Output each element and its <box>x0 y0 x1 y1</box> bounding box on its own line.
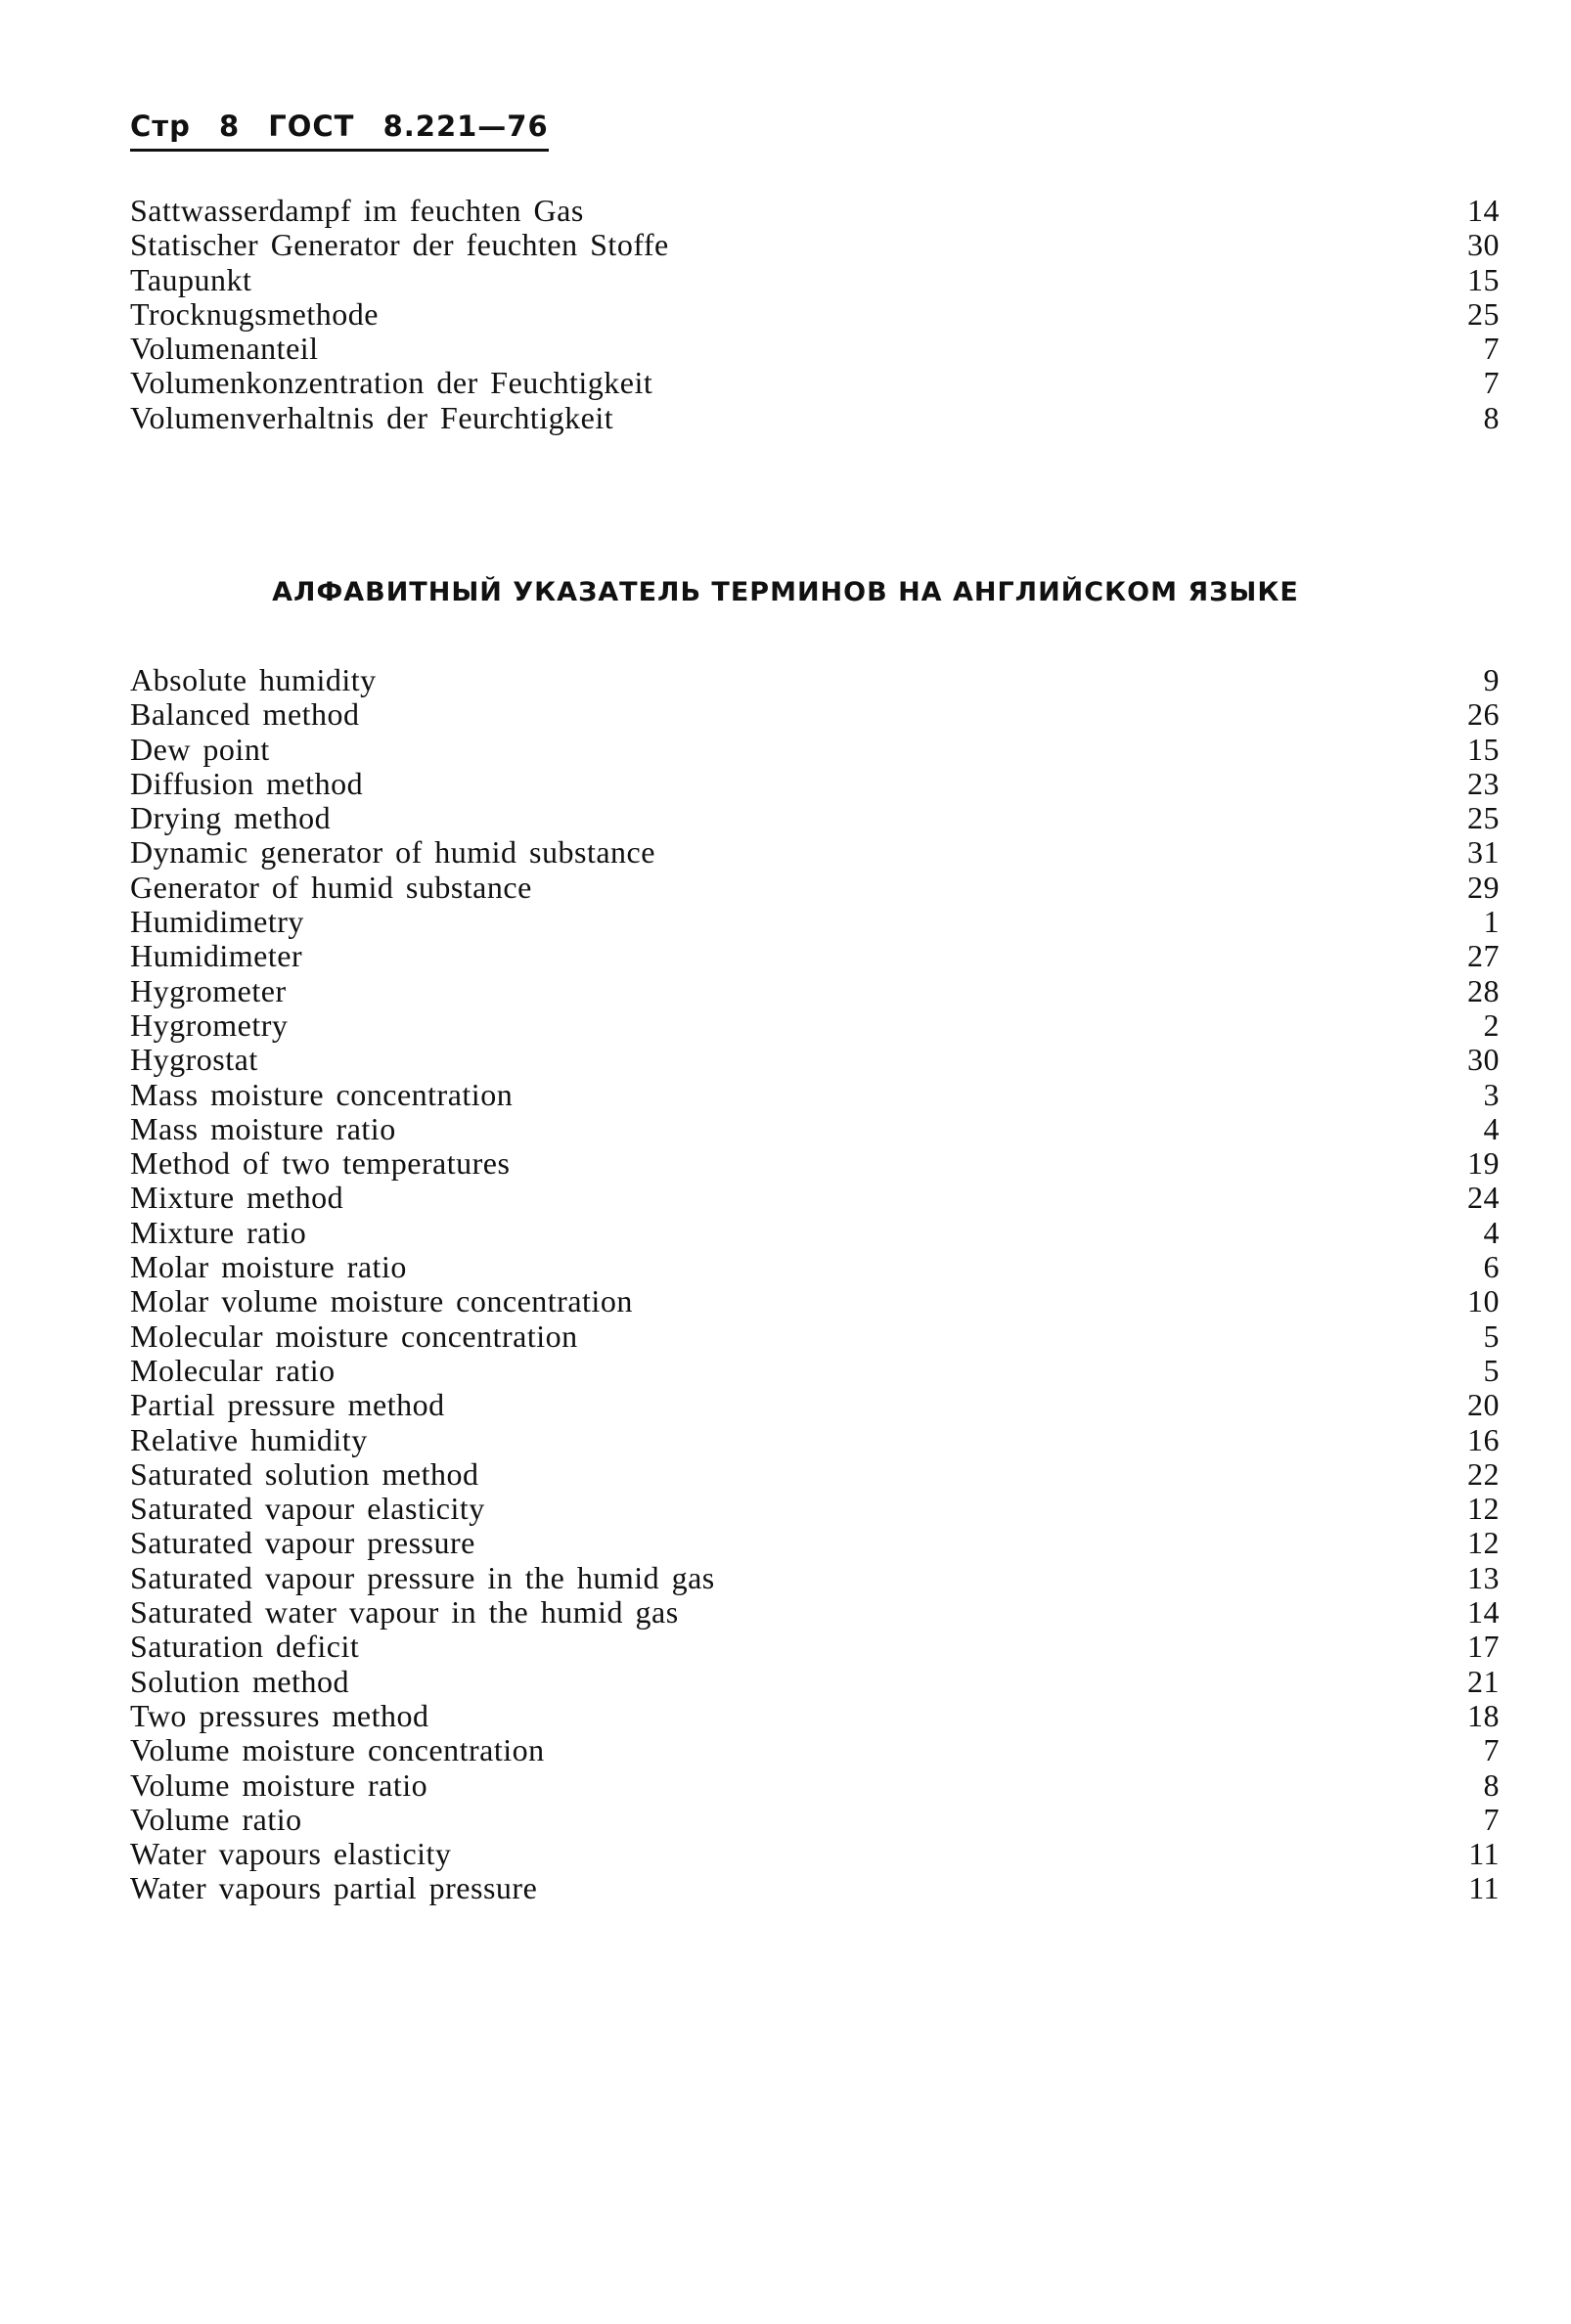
index-term: Molecular moisture concentration <box>130 1318 578 1354</box>
german-term-index <box>130 194 1500 435</box>
index-page-number: 6 <box>1483 1249 1500 1285</box>
english-index-heading: АЛФАВИТНЫЙ УКАЗАТЕЛЬ ТЕРМИНОВ НА АНГЛИЙСКОМ ЯЗЫКЕ <box>272 577 1299 607</box>
index-page-number: 5 <box>1483 1352 1500 1388</box>
index-entry <box>130 871 1500 905</box>
index-term: Trocknugsmethode <box>130 295 379 332</box>
index-term: Diffusion method <box>130 765 364 801</box>
index-page-number: 12 <box>1467 1491 1500 1527</box>
index-page-number: 18 <box>1467 1697 1500 1733</box>
index-page-number: 25 <box>1467 800 1500 836</box>
index-entry <box>130 1216 1500 1250</box>
index-page-number: 20 <box>1467 1387 1500 1423</box>
page-header <box>130 110 549 152</box>
index-entry <box>130 1665 1500 1699</box>
index-term: Method of two temperatures <box>130 1145 511 1182</box>
index-term: Volume moisture ratio <box>130 1766 428 1803</box>
index-entry <box>130 974 1500 1008</box>
index-term: Molar moisture ratio <box>130 1249 407 1285</box>
index-page-number: 8 <box>1483 1766 1500 1803</box>
index-term: Volumenanteil <box>130 331 319 367</box>
index-entry <box>130 801 1500 835</box>
index-term: Generator of humid substance <box>130 869 532 905</box>
index-entry <box>130 663 1500 697</box>
index-page-number: 29 <box>1467 869 1500 905</box>
index-term: Balanced method <box>130 696 360 733</box>
index-term: Drying method <box>130 800 332 836</box>
index-entry <box>130 1595 1500 1630</box>
index-term: Volumenverhaltnis der Feurchtigkeit <box>130 399 614 435</box>
index-entry <box>130 1803 1500 1837</box>
index-page-number: 12 <box>1467 1525 1500 1561</box>
index-term: Sattwasserdampf im feuchten Gas <box>130 193 584 228</box>
index-entry <box>130 1561 1500 1595</box>
index-term: Two pressures method <box>130 1697 429 1733</box>
index-page-number: 11 <box>1468 1870 1500 1906</box>
index-term: Volumenkonzentration der Feuchtigkeit <box>130 365 653 401</box>
index-page-number: 15 <box>1467 731 1500 767</box>
index-entry <box>130 1146 1500 1181</box>
index-term: Molecular ratio <box>130 1352 336 1388</box>
index-term: Water vapours partial pressure <box>130 1870 538 1906</box>
index-entry <box>130 1457 1500 1492</box>
index-term: Hygrometry <box>130 1006 289 1043</box>
standard-label: ГОСТ <box>268 110 355 143</box>
index-entry <box>130 1250 1500 1284</box>
index-entry <box>130 1630 1500 1664</box>
index-page-number: 15 <box>1467 261 1500 297</box>
index-page-number: 16 <box>1467 1421 1500 1457</box>
index-entry <box>130 767 1500 801</box>
index-page-number: 14 <box>1467 193 1500 228</box>
index-page-number: 3 <box>1483 1076 1500 1112</box>
index-page-number: 19 <box>1467 1145 1500 1182</box>
index-page-number: 22 <box>1467 1455 1500 1492</box>
index-page-number: 31 <box>1467 834 1500 871</box>
index-term: Hygrostat <box>130 1042 258 1078</box>
index-entry <box>130 1526 1500 1560</box>
index-entry <box>130 939 1500 973</box>
index-term: Mixture ratio <box>130 1214 307 1250</box>
english-term-index <box>130 663 1500 1906</box>
index-entry <box>130 1699 1500 1733</box>
index-term: Solution method <box>130 1663 349 1699</box>
index-page-number: 27 <box>1467 938 1500 974</box>
index-page-number: 30 <box>1467 1042 1500 1078</box>
index-entry <box>130 1181 1500 1215</box>
index-page-number: 7 <box>1483 331 1500 367</box>
index-term: Saturated vapour pressure <box>130 1525 475 1561</box>
index-term: Mass moisture concentration <box>130 1076 514 1112</box>
index-term: Partial pressure method <box>130 1387 445 1423</box>
index-page-number: 25 <box>1467 295 1500 332</box>
index-page-number: 7 <box>1483 1801 1500 1837</box>
index-entry <box>130 1284 1500 1318</box>
index-page-number: 24 <box>1467 1180 1500 1216</box>
index-term: Hygrometer <box>130 972 287 1008</box>
index-page-number: 11 <box>1468 1836 1500 1872</box>
index-entry <box>130 228 1500 262</box>
index-entry <box>130 1768 1500 1803</box>
index-term: Humidimeter <box>130 938 303 974</box>
index-page-number: 7 <box>1483 365 1500 401</box>
index-page-number: 23 <box>1467 765 1500 801</box>
index-entry <box>130 1388 1500 1422</box>
index-page-number: 4 <box>1483 1110 1500 1146</box>
index-page-number: 4 <box>1483 1214 1500 1250</box>
index-entry <box>130 297 1500 332</box>
page-number: 8 <box>218 110 241 143</box>
index-term: Saturated water vapour in the humid gas <box>130 1594 679 1631</box>
index-term: Statischer Generator der feuchten Stoffe <box>130 227 669 263</box>
index-page-number: 2 <box>1483 1006 1500 1043</box>
index-entry <box>130 697 1500 732</box>
index-entry <box>130 1043 1500 1077</box>
index-page-number: 10 <box>1467 1283 1500 1319</box>
index-entry <box>130 1871 1500 1905</box>
index-entry <box>130 1078 1500 1112</box>
index-term: Volume moisture concentration <box>130 1732 545 1768</box>
index-page-number: 14 <box>1467 1594 1500 1631</box>
index-entry <box>130 905 1500 939</box>
index-entry <box>130 1492 1500 1526</box>
index-entry <box>130 1837 1500 1871</box>
index-page-number: 28 <box>1467 972 1500 1008</box>
index-entry <box>130 733 1500 767</box>
index-term: Relative humidity <box>130 1421 368 1457</box>
index-term: Water vapours elasticity <box>130 1836 452 1872</box>
index-entry <box>130 1008 1500 1043</box>
index-term: Volume ratio <box>130 1801 302 1837</box>
index-page-number: 1 <box>1483 904 1500 940</box>
index-term: Humidimetry <box>130 904 304 940</box>
standard-number: 8.221—76 <box>382 110 549 143</box>
index-entry <box>130 263 1500 297</box>
index-term: Dynamic generator of humid substance <box>130 834 655 871</box>
index-page-number: 17 <box>1467 1629 1500 1665</box>
index-page-number: 5 <box>1483 1318 1500 1354</box>
index-entry <box>130 194 1500 228</box>
index-page-number: 26 <box>1467 696 1500 733</box>
index-term: Taupunkt <box>130 261 252 297</box>
index-term: Mixture method <box>130 1180 344 1216</box>
index-term: Molar volume moisture concentration <box>130 1283 633 1319</box>
index-entry <box>130 401 1500 435</box>
index-term: Saturated solution method <box>130 1455 479 1492</box>
index-term: Mass moisture ratio <box>130 1110 396 1146</box>
index-page-number: 7 <box>1483 1732 1500 1768</box>
index-term: Saturated vapour elasticity <box>130 1491 485 1527</box>
page-label: Стр <box>130 110 191 143</box>
index-page-number: 9 <box>1483 662 1500 697</box>
index-entry <box>130 1354 1500 1388</box>
index-page-number: 21 <box>1467 1663 1500 1699</box>
index-entry <box>130 1319 1500 1354</box>
index-page-number: 30 <box>1467 227 1500 263</box>
index-term: Dew point <box>130 731 270 767</box>
index-entry <box>130 1423 1500 1457</box>
index-entry <box>130 1733 1500 1767</box>
index-term: Saturated vapour pressure in the humid gas <box>130 1559 715 1595</box>
index-entry <box>130 332 1500 366</box>
index-entry <box>130 366 1500 400</box>
index-entry <box>130 1112 1500 1146</box>
index-term: Absolute humidity <box>130 662 377 697</box>
index-term: Saturation deficit <box>130 1629 360 1665</box>
index-page-number: 8 <box>1483 399 1500 435</box>
index-entry <box>130 835 1500 870</box>
index-page-number: 13 <box>1467 1559 1500 1595</box>
